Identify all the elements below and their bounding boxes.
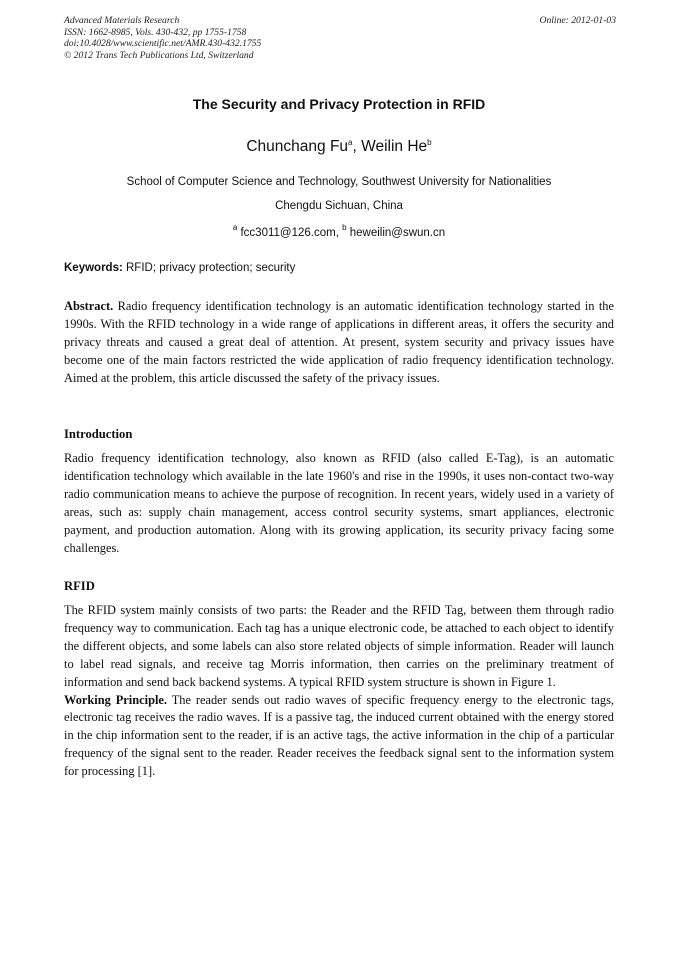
author-1-sup: a: [348, 138, 353, 147]
working-principle-text: The reader sends out radio waves of specific frequency energy to the electronic tags, electronic tag receives the radio waves. If is a passive tag, the induced current obtained with the energy stored in the chip information sent to the reader, if is an active tags, the active information in the chip of a particular frequency of the signal sent to the reader. Reader receives the feedback signal sent to the information system for processing [1].: [64, 692, 615, 779]
rfid-section: [64, 602, 614, 781]
rfid-text: The RFID system mainly consists of two parts: the Reader and the RFID Tag, between them through radio frequency way to communication. Each tag has a unique electronic code, be attached to each object to identify the different objects, and some labels can also store related objects of simple information. Reader will launch to label read signals, and receive tag Morris information, then carries on the preliminary treatment of information and send back backend systems. A typical RFID system structure is shown in Figure 1.: [64, 603, 614, 689]
author-2-sup: b: [427, 138, 432, 147]
working-principle-label: Working Principle.: [64, 692, 168, 707]
email-a: fcc3011@126.com,: [237, 227, 343, 239]
author-line: [0, 138, 678, 156]
email-line: [0, 223, 678, 239]
abstract: [64, 298, 614, 388]
doi-line: doi:10.4028/www.scientific.net/AMR.430-432.1755: [64, 38, 262, 49]
email-sup-a: a: [232, 223, 238, 232]
author-1: Chunchang Fu: [246, 138, 349, 155]
abstract-text: Radio frequency identification technology is an automatic identification technology started in the 1990s. With the RFID technology in a wide range of applications in different areas, it offers the security and privacy threats and caused a great deal of attention. At present, system security and privacy issues have become one of the main factors restricted the wide application of radio frequency identification technology. Aimed at the problem, this article discussed the safety of the privacy issues.: [64, 299, 614, 385]
affiliation-line-2: Chengdu Sichuan, China: [275, 200, 403, 212]
journal-header: [64, 15, 616, 61]
copyright-line: © 2012 Trans Tech Publications Ltd, Switzerland: [64, 49, 254, 61]
introduction-text: Radio frequency identification technology, also known as RFID (also called E-Tag), is an automatic identification technology which available in the late 1960's and rise in the 1990s, it uses non-contact two-way radio communication means to achieve the purpose of recognition. In recent years, widely used in a variety of areas, such as: supply chain management, access control security systems, smart appliances, electronic payment, and production automation. Along with its growing application, its security privacy facing some challenges.: [64, 451, 614, 555]
introduction-heading: Introduction: [64, 427, 133, 441]
email-sup-b: b: [342, 223, 347, 232]
keywords: [64, 262, 616, 274]
abstract-label: Abstract.: [64, 299, 114, 313]
working-principle: [64, 692, 614, 782]
affiliation-line-1: School of Computer Science and Technology, Southwest University for Nationalities: [126, 176, 552, 188]
email-b: heweilin@swun.cn: [346, 227, 446, 239]
author-separator: ,: [352, 138, 362, 155]
paper-title: The Security and Privacy Protection in RFID: [192, 96, 486, 112]
keywords-text: RFID; privacy protection; security: [122, 262, 296, 274]
journal-name: Advanced Materials Research: [64, 15, 180, 26]
online-date: Online: 2012-01-03: [539, 15, 616, 26]
rfid-heading: RFID: [64, 579, 95, 593]
author-2: Weilin He: [361, 138, 428, 155]
keywords-label: Keywords:: [64, 262, 123, 274]
issn-line: ISSN: 1662-8985, Vols. 430-432, pp 1755-1758: [64, 26, 247, 38]
